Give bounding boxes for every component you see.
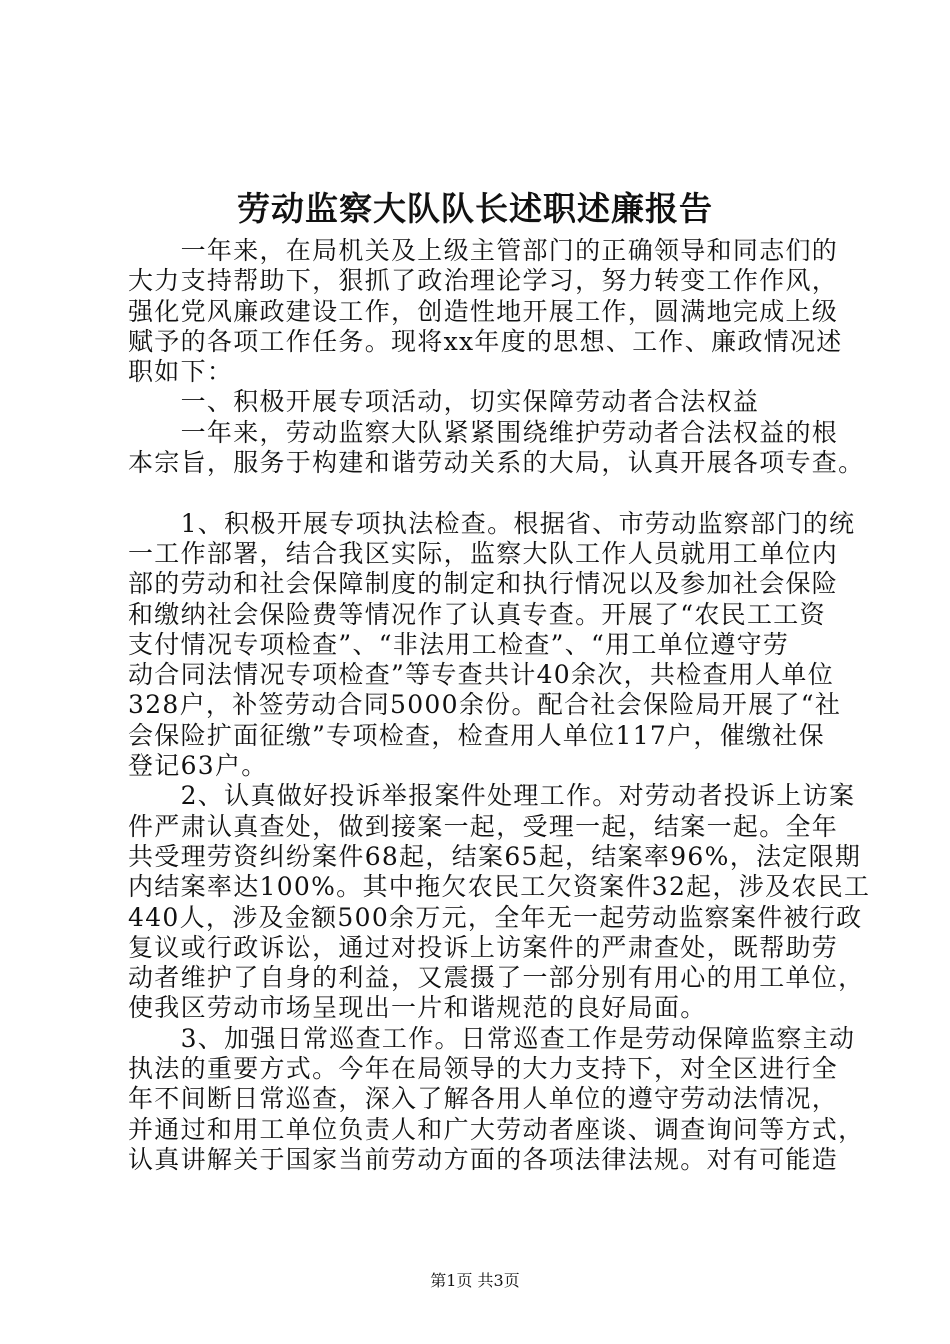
body-line: 一年来，劳动监察大队紧紧围绕维护劳动者合法权益的根 [128, 417, 839, 447]
body-line: 并通过和用工单位负责人和广大劳动者座谈、调查询问等方式， [128, 1114, 865, 1144]
body-line: 440人，涉及金额500余万元，全年无一起劳动监察案件被行政 [128, 902, 863, 932]
body-line: 本宗旨，服务于构建和谐劳动关系的大局，认真开展各项专查。 [128, 448, 865, 478]
body-line: 职如下： [128, 357, 234, 387]
body-line: 动合同法情况专项检查”等专查共计40余次，共检查用人单位 [128, 660, 834, 690]
body-line: 1、积极开展专项执法检查。根据省、市劳动监察部门的统 [128, 508, 856, 538]
body-line: 动者维护了自身的利益，又震摄了一部分别有用心的用工单位， [128, 963, 865, 993]
document-title: 劳动监察大队队长述职述廉报告 [237, 189, 713, 228]
body-line: 年不间断日常巡查，深入了解各用人单位的遵守劳动法情况， [128, 1084, 839, 1114]
body-line: 大力支持帮助下，狠抓了政治理论学习，努力转变工作作风， [128, 266, 839, 296]
body-line: 复议或行政诉讼，通过对投诉上访案件的严肃查处，既帮助劳 [128, 932, 839, 962]
body-line: 执法的重要方式。今年在局领导的大力支持下，对全区进行全 [128, 1054, 839, 1084]
body-line: 内结案率达100%。其中拖欠农民工欠资案件32起，涉及农民工 [128, 872, 871, 902]
body-line: 3、加强日常巡查工作。日常巡查工作是劳动保障监察主动 [128, 1023, 856, 1053]
body-line: 328户，补签劳动合同5000余份。配合社会保险局开展了“社 [128, 690, 842, 720]
body-line: 认真讲解关于国家当前劳动方面的各项法律法规。对有可能造 [128, 1144, 839, 1174]
body-line: 部的劳动和社会保障制度的制定和执行情况以及参加社会保险 [128, 569, 839, 599]
body-line: 赋予的各项工作任务。现将xx年度的思想、工作、廉政情况述 [128, 326, 843, 356]
body-line: 一年来，在局机关及上级主管部门的正确领导和同志们的 [128, 236, 839, 265]
body-line: 和缴纳社会保险费等情况作了认真专查。开展了“农民工工资 [128, 599, 826, 629]
body-line: 一工作部署，结合我区实际，监察大队工作人员就用工单位内 [128, 538, 839, 568]
blank-line [128, 478, 840, 508]
body-line: 2、认真做好投诉举报案件处理工作。对劳动者投诉上访案 [128, 781, 856, 811]
body-line: 会保险扩面征缴”专项检查，检查用人单位117户，催缴社保 [128, 720, 825, 750]
body-line: 件严肃认真查处，做到接案一起，受理一起，结案一起。全年 [128, 811, 839, 841]
body-line: 强化党风廉政建设工作，创造性地开展工作，圆满地完成上级 [128, 296, 839, 326]
document-body [128, 236, 871, 1175]
body-line: 使我区劳动市场呈现出一片和谐规范的良好局面。 [128, 993, 707, 1023]
section-heading: 一、积极开展专项活动，切实保障劳动者合法权益 [128, 387, 760, 417]
body-line: 登记63户。 [128, 751, 268, 781]
page-number: 第1页 共3页 [430, 1271, 520, 1290]
body-line: 支付情况专项检查”、“非法用工检查”、“用工单位遵守劳 [128, 629, 790, 659]
body-line: 共受理劳资纠纷案件68起，结案65起，结案率96%，法定限期 [128, 841, 862, 871]
